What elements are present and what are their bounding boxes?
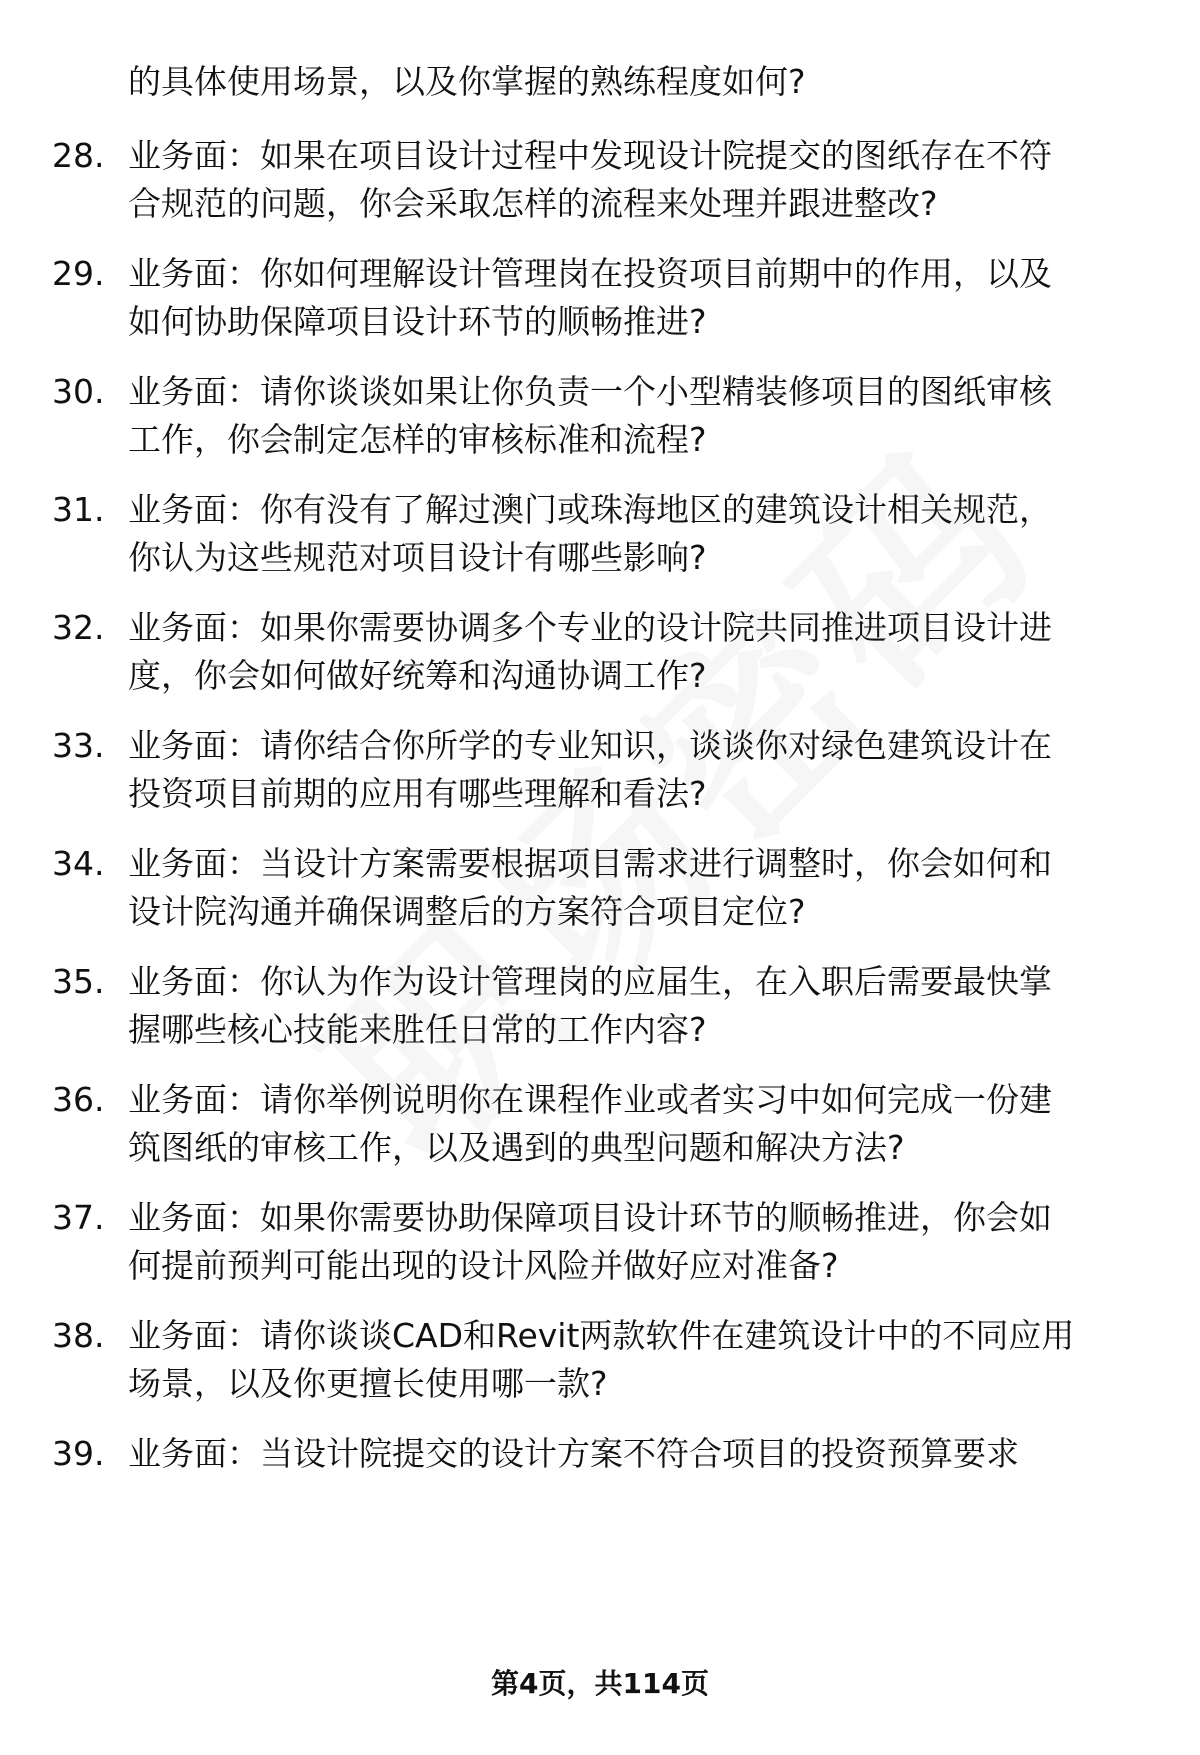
item-number: 31.: [52, 490, 105, 529]
item-text: [128, 958, 1148, 1054]
item-text: [128, 1076, 1148, 1172]
item-line: 何提前预判可能出现的设计风险并做好应对准备?: [128, 1246, 839, 1285]
item-number: 35.: [52, 962, 105, 1001]
continuation-line: 的具体使用场景，以及你掌握的熟练程度如何?: [128, 62, 806, 101]
item-line: 合规范的问题，你会采取怎样的流程来处理并跟进整改?: [128, 184, 938, 223]
item-line: 场景，以及你更擅长使用哪一款?: [128, 1364, 608, 1403]
item-text: [128, 250, 1148, 346]
item-text: [128, 604, 1148, 700]
item-text: [128, 722, 1148, 818]
item-number: 30.: [52, 372, 105, 411]
item-line: 业务面：如果在项目设计过程中发现设计院提交的图纸存在不符: [128, 136, 1052, 175]
item-text: [128, 368, 1148, 464]
item-line: 业务面：如果你需要协助保障项目设计环节的顺畅推进，你会如: [128, 1198, 1052, 1237]
item-text: [128, 486, 1148, 582]
item-line: 业务面：你如何理解设计管理岗在投资项目前期中的作用，以及: [128, 254, 1052, 293]
item-text: [128, 1430, 1148, 1478]
item-line: 业务面：如果你需要协调多个专业的设计院共同推进项目设计进: [128, 608, 1052, 647]
item-line: 业务面：请你结合你所学的专业知识，谈谈你对绿色建筑设计在: [128, 726, 1052, 765]
item-line: 设计院沟通并确保调整后的方案符合项目定位?: [128, 892, 806, 931]
item-number: 34.: [52, 844, 105, 883]
item-number: 39.: [52, 1434, 105, 1473]
item-text: [128, 132, 1148, 228]
item-number: 29.: [52, 254, 105, 293]
item-line: 业务面：你认为作为设计管理岗的应届生，在入职后需要最快掌: [128, 962, 1052, 1001]
item-line: 握哪些核心技能来胜任日常的工作内容?: [128, 1010, 707, 1049]
item-number: 37.: [52, 1198, 105, 1237]
item-line: 如何协助保障项目设计环节的顺畅推进?: [128, 302, 707, 341]
item-text: [128, 1312, 1148, 1408]
item-number: 38.: [52, 1316, 105, 1355]
page-footer: 第4页，共114页: [491, 1667, 709, 1700]
item-line: 业务面：请你谈谈如果让你负责一个小型精装修项目的图纸审核: [128, 372, 1052, 411]
item-line: 你认为这些规范对项目设计有哪些影响?: [128, 538, 707, 577]
item-number: 33.: [52, 726, 105, 765]
item-line: 业务面：你有没有了解过澳门或珠海地区的建筑设计相关规范，: [128, 490, 1052, 529]
item-line: 投资项目前期的应用有哪些理解和看法?: [128, 774, 707, 813]
item-line: 度，你会如何做好统筹和沟通协调工作?: [128, 656, 707, 695]
item-line: 筑图纸的审核工作，以及遇到的典型问题和解决方法?: [128, 1128, 905, 1167]
item-line: 业务面：当设计方案需要根据项目需求进行调整时，你会如何和: [128, 844, 1052, 883]
item-line: 业务面：请你举例说明你在课程作业或者实习中如何完成一份建: [128, 1080, 1052, 1119]
item-text: [128, 840, 1148, 936]
item-text: [128, 1194, 1148, 1290]
item-line: 工作，你会制定怎样的审核标准和流程?: [128, 420, 707, 459]
item-number: 28.: [52, 136, 105, 175]
item-line: 业务面：当设计院提交的设计方案不符合项目的投资预算要求: [128, 1434, 1019, 1473]
item-number: 36.: [52, 1080, 105, 1119]
item-line: 业务面：请你谈谈CAD和Revit两款软件在建筑设计中的不同应用: [128, 1316, 1075, 1355]
item-number: 32.: [52, 608, 105, 647]
